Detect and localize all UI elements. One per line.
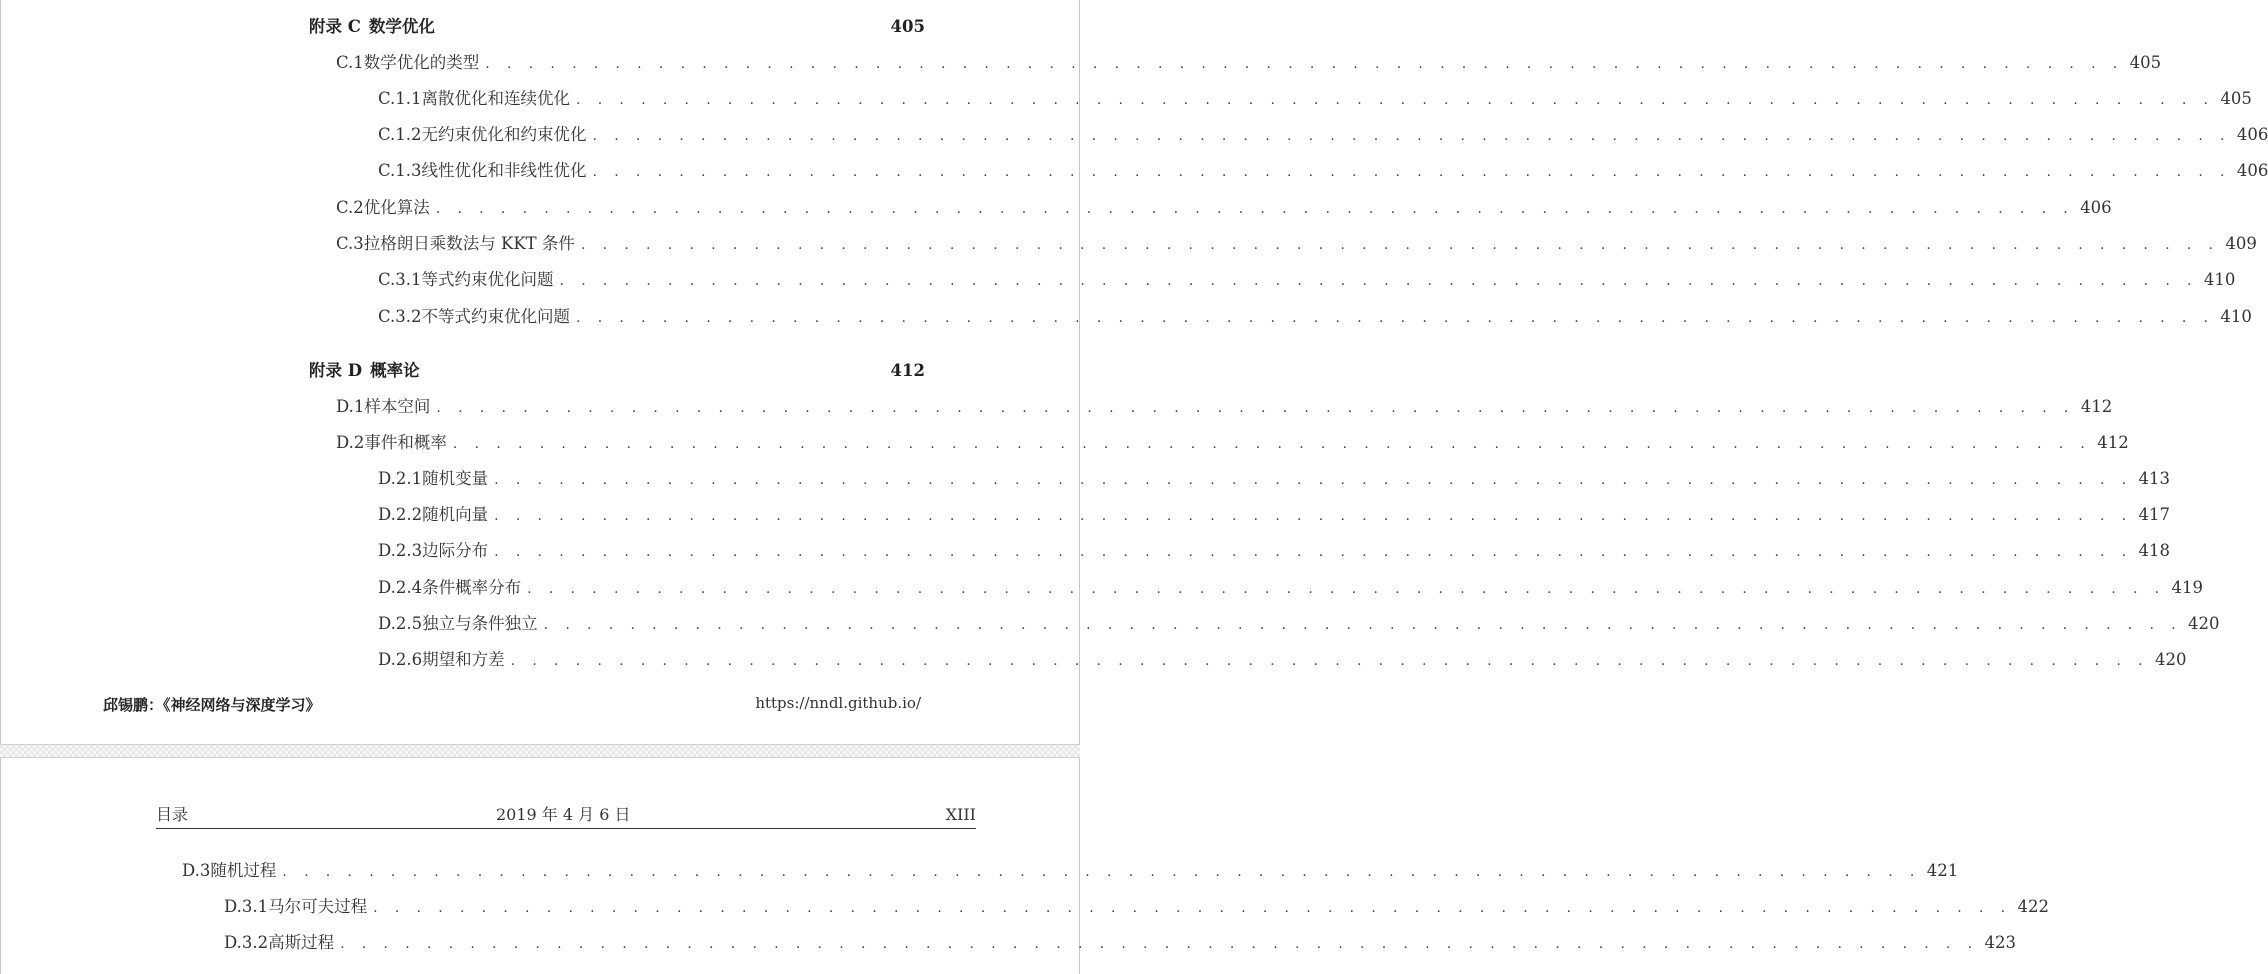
toc-entry[interactable] — [378, 503, 2171, 527]
toc-entry-number: C.1.3 — [378, 161, 422, 180]
toc-chapter-title: 概率论 — [370, 361, 420, 380]
toc-page-number: 412 — [2097, 433, 2129, 452]
toc-entry-number: D.2.2 — [378, 505, 423, 524]
toc-entry-title: 随机变量 — [422, 469, 489, 488]
toc-page-number: 405 — [2129, 53, 2162, 72]
toc-page-number: 419 — [2171, 578, 2204, 597]
dot-leader: . . . . . . . . . . . . . . . . . . . . . . . . . . . . . . . . . . . . . . . . . . . . . . . . . . . . . . . . . . . . . . . . . . . . . . . . . . . . — [592, 128, 2231, 144]
toc-entry-number: D.3.1 — [224, 897, 269, 916]
toc-entry-number: D.2.4 — [378, 578, 423, 597]
dot-leader: . . . . . . . . . . . . . . . . . . . . . . . . . . . . . . . . . . . . . . . . . . . . . . . . . . . . . . . . . . . . . . . . . . . . . . . . . . . . — [592, 164, 2231, 180]
toc-entry-title: 线性优化和非线性优化 — [421, 161, 587, 180]
toc-entry-title: 马尔可夫过程 — [268, 897, 368, 916]
toc-entry-title: 无约束优化和约束优化 — [421, 125, 587, 144]
toc-entry[interactable] — [378, 576, 2204, 600]
toc-entry[interactable] — [336, 431, 2129, 455]
toc-page-number: 412 — [2080, 397, 2113, 416]
header-page-number: XIII — [945, 805, 976, 824]
toc-entry-number: D.3.2 — [224, 933, 269, 952]
toc-entry-title: 随机向量 — [422, 505, 489, 524]
footer-book-title: 邱锡鹏：《神经网络与深度学习》 — [103, 696, 321, 714]
toc-entry-title: 等式约束优化问题 — [421, 270, 554, 289]
toc-entry-title: 样本空间 — [364, 397, 431, 416]
toc-entry-number: D.3 — [182, 861, 211, 880]
toc-entry-number: D.2.6 — [378, 650, 423, 669]
toc-entry[interactable] — [224, 931, 2017, 955]
dot-leader: . . . . . . . . . . . . . . . . . . . . . . . . . . . . . . . . . . . . . . . . . . . . . . . . . . . . . . . . . . . . . . . . . . . . . . . . . . . . — [340, 936, 1979, 952]
toc-entry[interactable] — [336, 51, 2162, 75]
dot-leader: . . . . . . . . . . . . . . . . . . . . . . . . . . . . . . . . . . . . . . . . . . . . . . . . . . . . . . . . . . . . . . . . . . . . . . . . . . . . — [510, 653, 2150, 669]
toc-entry-title: 数学优化的类型 — [363, 53, 480, 72]
dot-leader: . . . . . . . . . . . . . . . . . . . . . . . . . . . . . . . . . . . . . . . . . . . . . . . . . . . . . . . . . . . . . . . . . . . . . . . . . . . . — [494, 472, 2133, 488]
toc-entry[interactable] — [378, 123, 2268, 147]
toc-page-number: 421 — [1926, 861, 1959, 880]
toc-entry-number: C.1.1 — [378, 89, 422, 108]
toc-page-number: 420 — [2155, 650, 2187, 669]
toc-entry-number: D.2.1 — [378, 469, 423, 488]
dot-leader: . . . . . . . . . . . . . . . . . . . . . . . . . . . . . . . . . . . . . . . . . . . . . . . . . . . . . . . . . . . . . . . . . . . . . . . . . . . . — [580, 237, 2220, 253]
toc-page-number: 422 — [2017, 897, 2050, 916]
toc-entry-number: D.2.5 — [378, 614, 423, 633]
dot-leader: . . . . . . . . . . . . . . . . . . . . . . . . . . . . . . . . . . . . . . . . . . . . . . . . . . . . . . . . . . . . . . . . . . . . . . . . . . . . — [436, 400, 2075, 416]
toc-entry[interactable] — [378, 87, 2252, 111]
toc-entry-number: D.1 — [336, 397, 365, 416]
toc-entry[interactable] — [378, 612, 2220, 636]
toc-page-number: 410 — [2220, 307, 2252, 326]
toc-chapter-title: 数学优化 — [368, 17, 435, 36]
running-header — [156, 804, 976, 829]
toc-entry[interactable] — [336, 196, 2112, 220]
toc-page-number: 405 — [2220, 89, 2252, 108]
footer-url-link[interactable]: https://nndl.github.io/ — [755, 694, 921, 712]
toc-entry-title: 事件和概率 — [364, 433, 447, 452]
toc-page-number: 406 — [2080, 198, 2112, 217]
toc-entry[interactable] — [378, 268, 2236, 292]
toc-entry[interactable] — [378, 467, 2171, 491]
toc-page-number: 409 — [2225, 234, 2257, 253]
toc-page-number: 410 — [2203, 270, 2236, 289]
header-section: 目录 — [156, 805, 189, 824]
toc-page-number: 406 — [2236, 125, 2268, 144]
dot-leader: . . . . . . . . . . . . . . . . . . . . . . . . . . . . . . . . . . . . . . . . . . . . . . . . . . . . . . . . . . . . . . . . . . . . . . . . . . . . — [527, 581, 2166, 597]
toc-entry-number: C.3.2 — [378, 307, 422, 326]
toc-entry-number: C.1.2 — [378, 125, 422, 144]
toc-entry-title: 边际分布 — [422, 541, 489, 560]
toc-entry-title: 拉格朗日乘数法与 KKT 条件 — [363, 234, 575, 253]
toc-chapter-label: 附录 D — [309, 361, 363, 380]
toc-entry[interactable] — [378, 159, 2268, 183]
toc-page-number: 413 — [2138, 469, 2171, 488]
toc-entry[interactable] — [378, 305, 2252, 329]
dot-leader: . . . . . . . . . . . . . . . . . . . . . . . . . . . . . . . . . . . . . . . . . . . . . . . . . . . . . . . . . . . . . . . . . . . . . . . . . . . . — [485, 56, 2124, 72]
toc-entry-title: 不等式约束优化问题 — [421, 307, 571, 326]
dot-leader: . . . . . . . . . . . . . . . . . . . . . . . . . . . . . . . . . . . . . . . . . . . . . . . . . . . . . . . . . . . . . . . . . . . . . . . . . . . . — [494, 544, 2133, 560]
toc-entry[interactable] — [378, 648, 2187, 672]
toc-chapter-appendix-c[interactable] — [309, 15, 925, 39]
toc-entry-title: 条件概率分布 — [422, 578, 522, 597]
toc-entry-title: 高斯过程 — [268, 933, 335, 952]
toc-entry-number: C.2 — [336, 198, 364, 217]
dot-leader: . . . . . . . . . . . . . . . . . . . . . . . . . . . . . . . . . . . . . . . . . . . . . . . . . . . . . . . . . . . . . . . . . . . . . . . . . . . . — [576, 92, 2215, 108]
toc-chapter-appendix-d[interactable] — [309, 359, 925, 383]
dot-leader: . . . . . . . . . . . . . . . . . . . . . . . . . . . . . . . . . . . . . . . . . . . . . . . . . . . . . . . . . . . . . . . . . . . . . . . . . . . . — [452, 436, 2092, 452]
dot-leader: . . . . . . . . . . . . . . . . . . . . . . . . . . . . . . . . . . . . . . . . . . . . . . . . . . . . . . . . . . . . . . . . . . . . . . . . . . . . — [373, 900, 2012, 916]
header-date: 2019 年 4 月 6 日 — [496, 805, 631, 824]
toc-entry[interactable] — [336, 395, 2113, 419]
toc-entry[interactable] — [378, 539, 2171, 563]
toc-page-number: 405 — [890, 17, 925, 36]
dot-leader: . . . . . . . . . . . . . . . . . . . . . . . . . . . . . . . . . . . . . . . . . . . . . . . . . . . . . . . . . . . . . . . . . . . . . . . . . . . . — [559, 273, 2198, 289]
dot-leader: . . . . . . . . . . . . . . . . . . . . . . . . . . . . . . . . . . . . . . . . . . . . . . . . . . . . . . . . . . . . . . . . . . . . . . . . . . . . — [282, 864, 1921, 880]
toc-page-number: 417 — [2138, 505, 2171, 524]
toc-entry-number: D.2.3 — [378, 541, 423, 560]
toc-entry-title: 独立与条件独立 — [422, 614, 538, 633]
dot-leader: . . . . . . . . . . . . . . . . . . . . . . . . . . . . . . . . . . . . . . . . . . . . . . . . . . . . . . . . . . . . . . . . . . . . . . . . . . . . — [576, 310, 2215, 326]
toc-entry-number: D.2 — [336, 433, 365, 452]
toc-page-number: 412 — [890, 361, 925, 380]
toc-entry-title: 离散优化和连续优化 — [421, 89, 571, 108]
toc-entry-title: 优化算法 — [363, 198, 430, 217]
dot-leader: . . . . . . . . . . . . . . . . . . . . . . . . . . . . . . . . . . . . . . . . . . . . . . . . . . . . . . . . . . . . . . . . . . . . . . . . . . . . — [543, 617, 2183, 633]
toc-entry-title: 随机过程 — [210, 861, 277, 880]
toc-chapter-label: 附录 C — [309, 17, 361, 36]
toc-entry-number: C.3 — [336, 234, 364, 253]
toc-entry-number: C.3.1 — [378, 270, 422, 289]
toc-page-number: 406 — [2236, 161, 2268, 180]
toc-entry-title: 期望和方差 — [422, 650, 505, 669]
toc-page-number: 418 — [2138, 541, 2171, 560]
toc-entry[interactable] — [224, 895, 2050, 919]
toc-entry-number: C.1 — [336, 53, 364, 72]
toc-page-number: 423 — [1984, 933, 2017, 952]
toc-entry[interactable] — [336, 232, 2257, 256]
toc-entry[interactable] — [182, 859, 1959, 883]
document-page-2 — [0, 758, 2050, 974]
dot-leader: . . . . . . . . . . . . . . . . . . . . . . . . . . . . . . . . . . . . . . . . . . . . . . . . . . . . . . . . . . . . . . . . . . . . . . . . . . . . — [435, 201, 2075, 217]
dot-leader: . . . . . . . . . . . . . . . . . . . . . . . . . . . . . . . . . . . . . . . . . . . . . . . . . . . . . . . . . . . . . . . . . . . . . . . . . . . . — [494, 508, 2133, 524]
toc-page-number: 420 — [2188, 614, 2220, 633]
page-separator — [0, 744, 1080, 758]
